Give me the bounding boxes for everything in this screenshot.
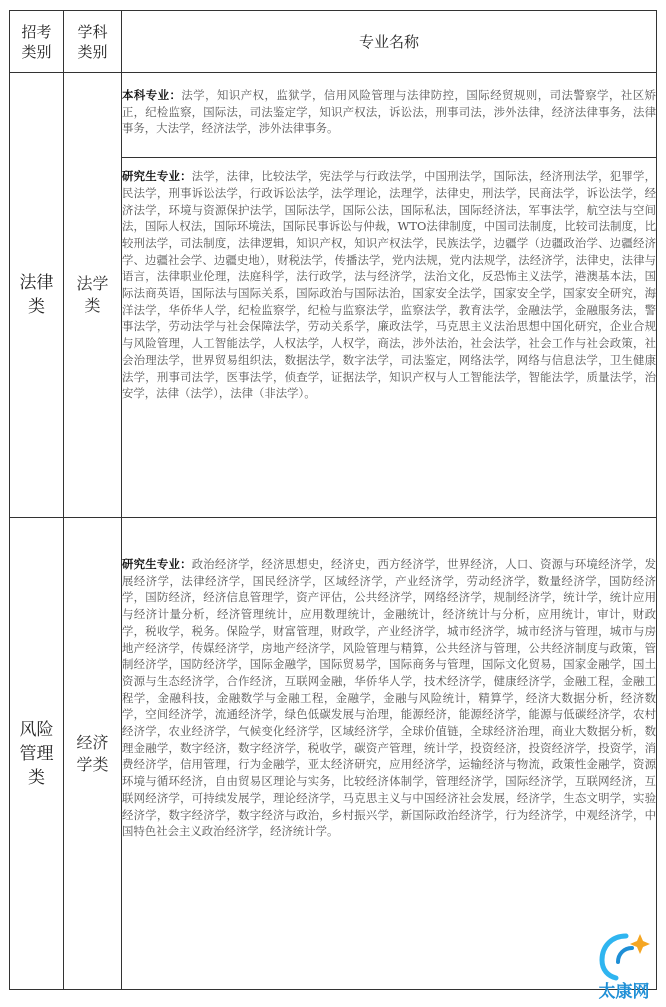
header-major-name-text: 专业名称 xyxy=(358,32,419,51)
majors-table xyxy=(9,10,657,990)
majors-cell-risk xyxy=(122,518,657,990)
discipline-cell-law xyxy=(64,73,122,518)
table-row-risk xyxy=(10,518,657,990)
graduate-majors-law-text: 法学，法律，比较法学，宪法学与行政法学，中国刑法学，国际法，经济刑法学，犯罪学，民法学，刑事诉讼法学，行政诉讼法学，法学理论，法理学，法律史，刑法学，民商法学，诉讼法学，经济法学，环境与资源保护法学，国际法学，国际公法，国际私法，国际经济法，军事法学，航空法与空间法，国际人权法，国际环境法，国际民事诉讼与仲裁，WTO法律制度，中国司法制度，比较司法制度，比较刑法学，司法制度，法律逻辑，知识产权，知识产权法学，民族法学，边疆学（边疆政治学、边疆经济学、边疆社会学、边疆史地），财税法学，传播法学，党内法规，党内法规学，法经济学，法律史，法律与语言，法律职业伦理，法庭科学，法行政学，法与经济学，法治文化，反恐怖主义法学，港澳基本法，国际法商英语，国际法与国际关系，国际政治与国际法治，国家安全法学，国家安全学，国家安全研究，海洋法学，华侨华人学，纪检监察学，纪检与监察法学，监察法学，教育法学，金融法学，金融服务法，警事法学，劳动法学与社会保障法学，劳动关系学，廉政法学，马克思主义法治思想中国化研究，企业合规与风险管理，人工智能法学，人权法学，人权学，商法，涉外法治，社会法学，社会工作与社会政策，社会治理法学，世界贸易组织法，数据法学，数字法学，司法鉴定，网络法学，网络与信息法学，卫生健康法学，刑事司法学，医事法学，侦查学，证据法学，知识产权与人工智能法学，智能法学，质量法学，治安学，法律（法学），法律（非法学）。 xyxy=(122,169,656,401)
undergrad-majors-law xyxy=(122,73,656,158)
discipline-cell-econ xyxy=(64,518,122,990)
category-law-text: 法律 类 xyxy=(19,273,54,317)
undergrad-majors-text: 法学，知识产权，监狱学，信用风险管理与法律防控，国际经贸规则，司法警察学，社区矫正，纪检监察，国际法，司法鉴定学，知识产权法，诉讼法，刑事司法，涉外法律，经济法律事务，法律事务，大法学，经济法学，涉外法律事务。 xyxy=(122,88,656,136)
category-risk-text: 风险 管理 类 xyxy=(19,719,54,788)
header-discipline-category xyxy=(64,11,122,73)
category-cell-law xyxy=(10,73,64,518)
table-row-law xyxy=(10,73,657,518)
discipline-law-text: 法学 类 xyxy=(76,274,109,315)
watermark-text: 太康网 xyxy=(598,982,650,1002)
taikang-logo-icon xyxy=(582,922,666,1003)
header-exam-category-text: 招考 类别 xyxy=(21,22,52,61)
discipline-econ-text: 经济 学类 xyxy=(76,732,109,774)
header-exam-category xyxy=(10,11,64,73)
header-major-name xyxy=(122,11,657,73)
table-header-row xyxy=(10,11,657,73)
graduate-majors-econ xyxy=(122,518,656,850)
graduate-majors-law xyxy=(122,158,656,412)
category-cell-risk xyxy=(10,518,64,990)
graduate-label-law: 研究生专业： xyxy=(122,169,192,184)
undergrad-label: 本科专业： xyxy=(122,88,182,102)
majors-cell-law xyxy=(122,73,657,518)
taikang-watermark-logo xyxy=(582,922,666,1003)
graduate-majors-econ-text: 政治经济学，经济思想史，经济史，西方经济学，世界经济，人口、资源与环境经济学，发展经济学，法律经济学，国民经济学，区域经济学，产业经济学，劳动经济学，数量经济学，国防经济学，国防经济，经济信息管理学，资产评估，公共经济学，网络经济学，规制经济学，统计学，统计应用与经济计量分析，经济管理统计，应用数理统计，金融统计，经济统计与分析，应用统计，审计，财政学，税收学，税务。保险学，财富管理，财政学，产业经济学，城市经济学，城市经济与管理，城市与房地产经济学，传媒经济学，房地产经济学，风险管理与精算，公共经济与管理，公共经济制度与政策，管制经济学，国防经济学，国际金融学，国际贸易学，国际商务与管理，国际文化贸易，国家金融学，国土资源与生态经济学，合作经济，互联网金融，华侨华人学，技术经济学，健康经济学，金融工程，金融工程学，金融科技，金融数学与金融工程，金融学，金融与风险统计，精算学，经济大数据分析，经济数学，空间经济学，流通经济学，绿色低碳发展与治理，能源经济，能源经济学，能源与低碳经济学，农村经济学，农业经济学，气候变化经济学，区域经济学，全球价值链，全球经济治理，商业大数据分析，数理金融学，数字经济，数字经济学，税收学，碳资产管理，统计学，投资经济，投资经济学，投资学，消费经济学，信用管理，行为金融学，亚太经济研究，应用经济学，运输经济与物流，政策性金融学，资源环境与循环经济，自由贸易区理论与实务，比较经济体制学，管理经济学，国际经济学，互联网经济，互联网经济学，可持续发展学，理论经济学，马克思主义与中国经济社会发展，经济学，生态文明学，实验经济学，数字经济学，数字经济与政治，乡村振兴学，新国际政治经济学，行为经济学，中观经济学，中国特色社会主义政治经济学，经济统计学。 xyxy=(122,557,656,839)
graduate-label-econ: 研究生专业： xyxy=(122,557,192,571)
header-discipline-category-text: 学科 类别 xyxy=(77,22,108,61)
